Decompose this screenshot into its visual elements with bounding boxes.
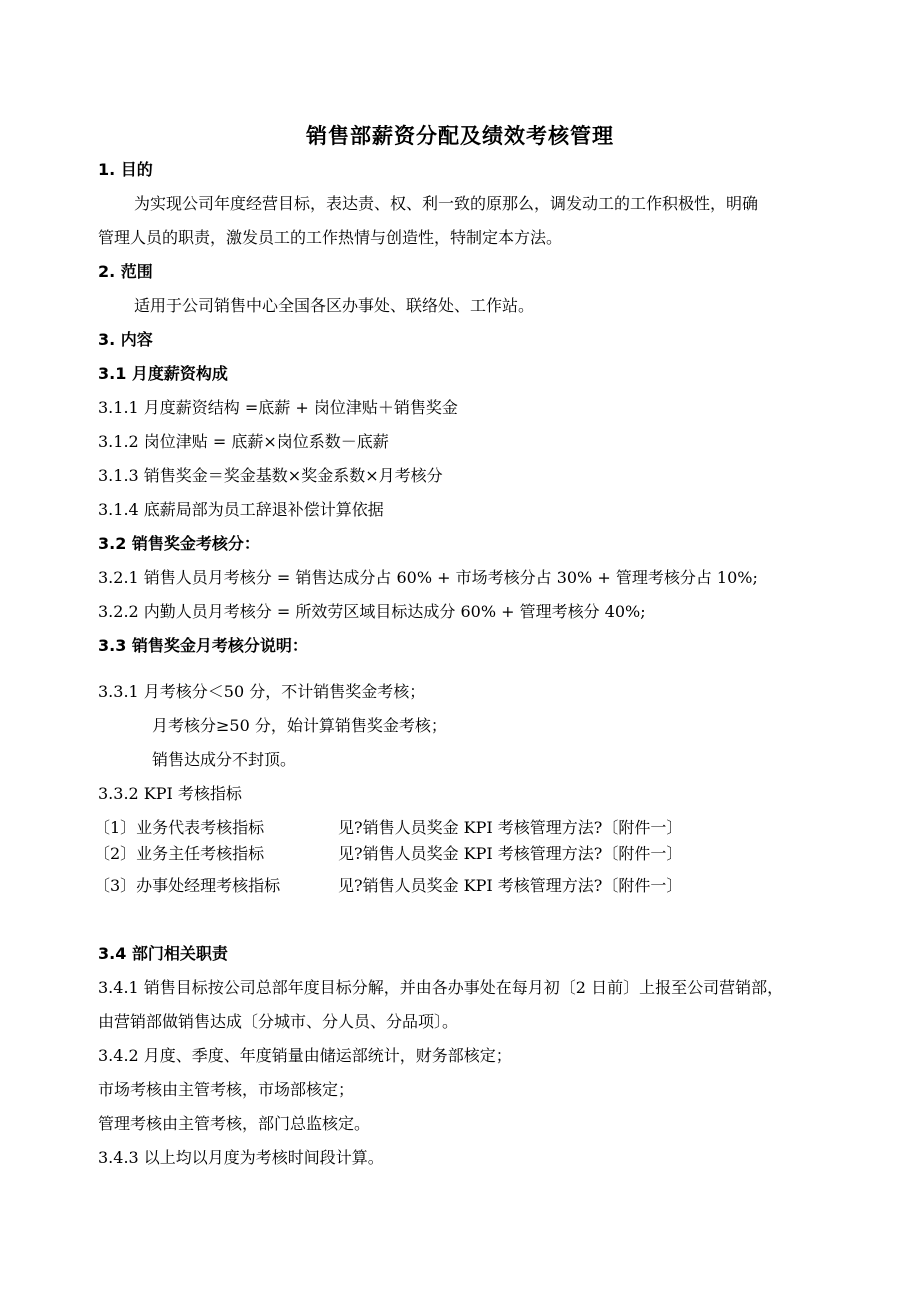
document-title: 销售部薪资分配及绩效考核管理 [306,124,614,148]
item-3-1-2: 3.1.2 岗位津贴 = 底薪×岗位系数－底薪 [98,432,389,451]
item-3-4-2: 3.4.2 月度、季度、年度销量由储运部统计，财务部核定； [98,1046,512,1065]
section-3-4-heading: 3.4 部门相关职责 [98,944,228,963]
section-1-body-line-2: 管理人员的职责，激发员工的工作热情与创造性，特制定本方法。 [98,228,563,247]
kpi-row-3-label: 〔3〕办事处经理考核指标 [94,876,281,895]
kpi-row-2-ref: 见?销售人员奖金 KPI 考核管理方法?〔附件一〕 [338,844,683,863]
item-3-3-2: 3.3.2 KPI 考核指标 [98,784,242,803]
kpi-row-1-label: 〔1〕业务代表考核指标 [94,818,265,837]
section-2-heading: 2. 范围 [98,262,153,281]
section-3-2-heading: 3.2 销售奖金考核分： [98,534,260,553]
item-3-4-1: 3.4.1 销售目标按公司总部年度目标分解，并由各办事处在每月初〔2 日前〕上报至公司营销部， [98,978,784,997]
section-3-heading: 3. 内容 [98,330,153,349]
section-1-heading: 1. 目的 [98,160,153,179]
item-3-3-1-line-3: 销售达成分不封顶。 [152,750,297,769]
item-3-1-4: 3.1.4 底薪局部为员工辞退补偿计算依据 [98,500,384,519]
kpi-row-3-ref: 见?销售人员奖金 KPI 考核管理方法?〔附件一〕 [338,876,683,895]
item-3-1-1: 3.1.1 月度薪资结构 =底薪 + 岗位津贴＋销售奖金 [98,398,458,417]
kpi-row-2-label: 〔2〕业务主任考核指标 [94,844,265,863]
item-3-4-2-line-2: 市场考核由主管考核，市场部核定； [98,1080,355,1099]
item-3-4-3: 3.4.3 以上均以月度为考核时间段计算。 [98,1148,384,1167]
item-3-3-1: 3.3.1 月考核分＜50 分，不计销售奖金考核； [98,682,426,701]
section-1-body-line-1: 为实现公司年度经营目标，表达责、权、利一致的原那么，调发动工的工作积极性，明确 [134,194,759,213]
item-3-2-1: 3.2.1 销售人员月考核分 = 销售达成分占 60% + 市场考核分占 30% + 管理考核分占 10%; [98,568,758,587]
item-3-4-2-line-3: 管理考核由主管考核，部门总监核定。 [98,1114,371,1133]
item-3-1-3: 3.1.3 销售奖金＝奖金基数×奖金系数×月考核分 [98,466,443,485]
section-2-body: 适用于公司销售中心全国各区办事处、联络处、工作站。 [134,296,535,315]
item-3-3-1-line-2: 月考核分≥50 分，始计算销售奖金考核； [152,716,447,735]
item-3-4-1-line-2: 由营销部做销售达成〔分城市、分人员、分品项〕。 [98,1012,459,1031]
item-3-2-2: 3.2.2 内勤人员月考核分 = 所效劳区域目标达成分 60% + 管理考核分 40%; [98,602,646,621]
section-3-3-heading: 3.3 销售奖金月考核分说明： [98,636,308,655]
section-3-1-heading: 3.1 月度薪资构成 [98,364,228,383]
kpi-row-1-ref: 见?销售人员奖金 KPI 考核管理方法?〔附件一〕 [338,818,683,837]
